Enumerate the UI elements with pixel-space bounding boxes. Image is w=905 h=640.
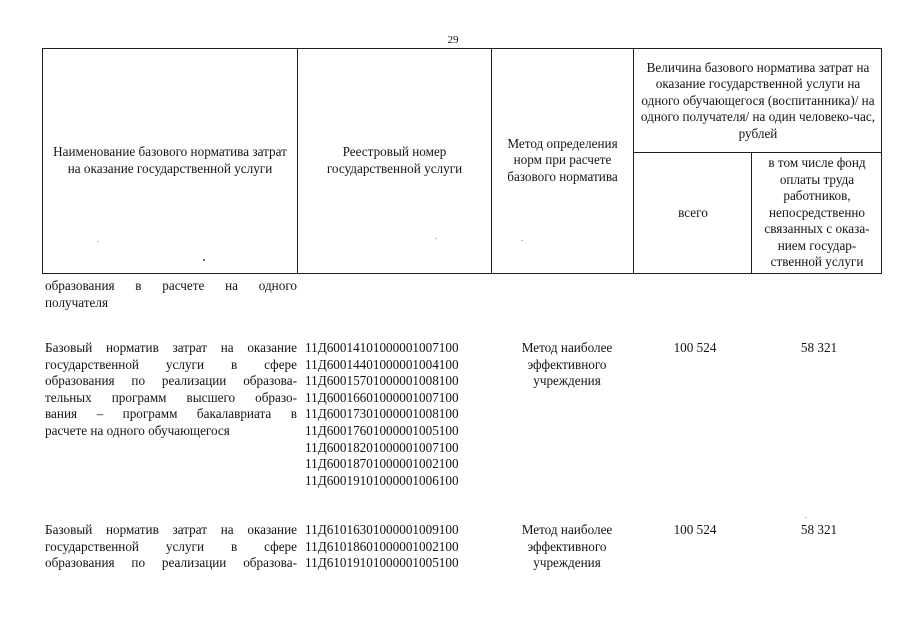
row-method-cell — [500, 522, 634, 572]
header-cell-method — [493, 48, 632, 275]
scan-speck — [203, 259, 205, 261]
header-divider-2 — [491, 48, 492, 274]
row-name-line: тельных программ высшего образо- — [45, 389, 297, 405]
header-method-text: Метод определения норм при расчете базового норматива — [507, 135, 618, 184]
row-fund-cell: 58 321 — [800, 340, 838, 355]
registry-code: 11Д61019101000001005100 — [305, 555, 459, 571]
header-divider-3 — [633, 48, 634, 274]
registry-code: 11Д60014401000001004100 — [305, 356, 459, 372]
row-fund-cell: 58 321 — [800, 522, 838, 537]
header-registry-text: Реестровый номер государственной услуги — [326, 143, 463, 176]
header-name-text: Наименование базового норматива затрат на оказание государственной услуги — [53, 143, 287, 176]
method-line: эффективного — [527, 538, 607, 554]
header-cell-fund — [753, 153, 881, 273]
method-line: Метод наиболее — [521, 340, 613, 355]
registry-code: 11Д60018201000001007100 — [305, 439, 459, 455]
row-method-cell — [500, 340, 634, 390]
scan-speck — [97, 241, 99, 242]
header-cell-name — [44, 48, 296, 275]
row-name-line: вания – программ бакалавриата в — [45, 406, 297, 422]
registry-code: 11Д60019101000001006100 — [305, 472, 459, 488]
method-line: учреждения — [533, 373, 601, 389]
row-name-line: образования по реализации образова- — [45, 555, 297, 571]
registry-code: 11Д60017301000001008100 — [305, 406, 459, 422]
row-name-line: Базовый норматив затрат на оказание — [45, 340, 297, 355]
method-line: Метод наиболее — [521, 522, 613, 537]
header-right-border — [881, 48, 882, 274]
row-name-cell — [45, 340, 297, 440]
registry-code: 11Д60017601000001005100 — [305, 422, 459, 438]
table-header — [42, 48, 882, 274]
row-name-line: расчете на одного обучающегося — [45, 422, 230, 438]
row-name-line: государственной услуги в сфере — [45, 356, 297, 372]
scan-speck — [435, 238, 437, 239]
header-cell-value — [635, 50, 881, 152]
row-name-cell — [45, 522, 297, 572]
header-cell-total — [635, 153, 751, 273]
registry-code: 11Д60015701000001008100 — [305, 373, 459, 389]
row-total-cell: 100 524 — [673, 522, 717, 537]
header-value-text: Величина базового норматива затрат на оказание государственной услуги на одного обучающегося (воспитанника)/ на одного получателя/ на один человеко-час, рублей — [640, 59, 876, 141]
continuation-line: образования в расчете на одного — [45, 278, 297, 293]
row-name-line: государственной услуги в сфере — [45, 538, 297, 554]
method-line: учреждения — [533, 555, 601, 571]
registry-code: 11Д61016301000001009100 — [305, 522, 459, 537]
header-divider-1 — [297, 48, 298, 274]
registry-code: 11Д60016601000001007100 — [305, 389, 459, 405]
row-registry-cell — [305, 522, 495, 572]
registry-code: 11Д60018701000001002100 — [305, 456, 459, 472]
scan-speck — [805, 517, 807, 518]
header-left-border — [42, 48, 43, 274]
header-total-text: всего — [678, 204, 708, 220]
row-name-line: Базовый норматив затрат на оказание — [45, 522, 297, 537]
row-registry-cell — [305, 340, 495, 489]
scan-speck — [521, 240, 523, 241]
method-line: эффективного — [527, 356, 607, 372]
continuation-line: получателя — [45, 294, 109, 310]
registry-code: 11Д60014101000001007100 — [305, 340, 459, 355]
continuation-text — [45, 278, 297, 311]
header-cell-registry — [299, 48, 490, 283]
row-name-line: образования по реализации образова- — [45, 373, 297, 389]
registry-code: 11Д61018601000001002100 — [305, 538, 459, 554]
row-total-cell: 100 524 — [673, 340, 717, 355]
page-number: 29 — [447, 34, 459, 46]
header-fund-text: в том числе фонд оплаты труда работников, непосредственно связанных с оказа-нием государ-ственной услуги — [764, 154, 870, 270]
header-divider-4 — [751, 152, 752, 274]
